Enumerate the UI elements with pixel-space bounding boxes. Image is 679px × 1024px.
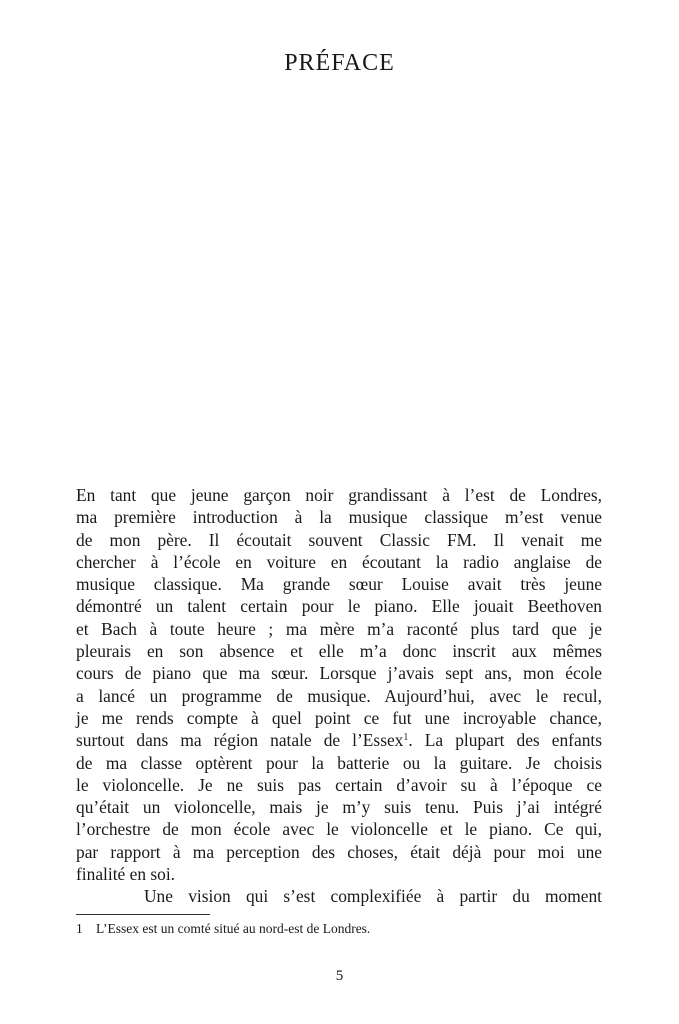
text-line: a lancé un programme de musique. Aujourd’hui, avec le recul, [76,685,602,706]
text-line: par rapport à ma perception des choses, était déjà pour moi une [76,841,602,862]
text-line: En tant que jeune garçon noir grandissant à l’est de Londres, [76,485,602,505]
text-line: je me rends compte à quel point ce fut une incroyable chance, [76,707,602,728]
text-line: de ma classe optèrent pour la batterie ou la guitare. Je choisis [76,752,602,773]
text-line: le violoncelle. Je ne suis pas certain d’avoir su à l’époque ce [76,774,602,795]
text-segment: surtout dans ma région natale de l’Essex [76,730,404,751]
text-line: de mon père. Il écoutait souvent Classic FM. Il venait me [76,529,602,550]
footnote-number: 1 [76,921,83,936]
text-line: finalité en soi. [76,864,176,885]
text-line: musique classique. Ma grande sœur Louise avait très jeune [76,574,602,595]
text-line: cours de piano que ma sœur. Lorsque j’avais sept ans, mon école [76,663,602,684]
text-line: pleurais en son absence et elle m’a donc inscrit aux mêmes [76,641,602,662]
body-text [76,484,602,908]
footnote-divider [76,914,210,915]
text-segment: . La plupart des enfants [408,730,602,751]
text-line: démontré un talent certain pour le piano. Elle jouait Beethoven [76,596,602,617]
footnote-reference: 1 [403,732,409,744]
text-line: l’orchestre de mon école avec le violoncelle et le piano. Ce qui, [76,819,602,840]
text-line-with-footnote [76,729,602,751]
footnote [76,920,602,938]
text-line: qu’était un violoncelle, mais je m’y suis tenu. Puis j’ai intégré [76,797,602,818]
second-paragraph-start: Une vision qui s’est complexifiée à partir du moment [144,886,602,907]
footnote-text: L’Essex est un comté situé au nord-est de Londres. [96,921,371,936]
page-number: 5 [335,968,344,984]
text-line: et Bach à toute heure ; ma mère m’a raconté plus tard que je [76,618,602,639]
text-line: chercher à l’école en voiture en écoutant la radio anglaise de [76,551,602,572]
page-title: PRÉFACE [284,50,395,76]
text-line: ma première introduction à la musique classique m’est venue [76,507,602,528]
